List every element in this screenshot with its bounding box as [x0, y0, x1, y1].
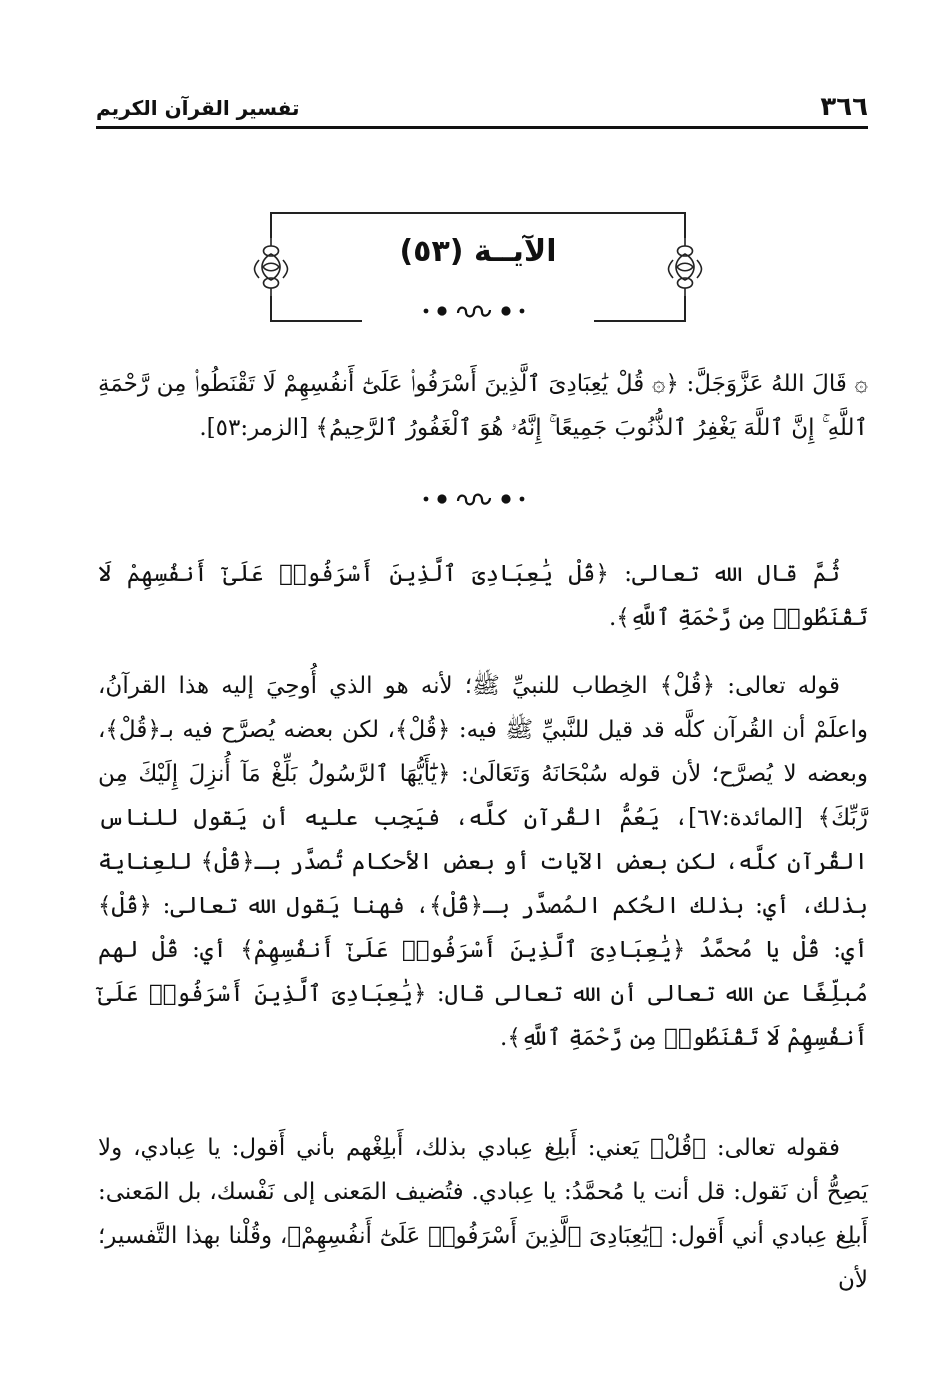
frame-bottom-left-line — [270, 320, 362, 322]
page-header — [96, 92, 868, 128]
paragraph-text: ثُمَّ قال الله تعالى: ﴿قُلْ يَٰعِبَادِىَ ٱلَّذِينَ أَسْرَفُوا۟ عَلَىٰٓ أَنفُسِهِمْ لَا تَقْنَطُوا۟ مِن رَّحْمَةِ ٱللَّهِ﴾. — [98, 561, 868, 631]
body-paragraph — [98, 552, 868, 640]
section-title: الآيــة (٥٣) — [399, 234, 557, 269]
verse-text: ۞ قَالَ اللهُ عَزَّوَجَلَّ: ﴿۞ قُلْ يَٰعِبَادِىَ ٱلَّذِينَ أَسْرَفُوا۟ عَلَىٰٓ أَنفُسِهِمْ لَا تَقْنَطُوا۟ مِن رَّحْمَةِ ٱللَّهِ ۚ إِنَّ ٱللَّهَ يَغْفِرُ ٱلذُّنُوبَ جَمِيعًا ۚ إِنَّهُۥ هُوَ ٱلْغَفُورُ ٱلرَّحِيمُ﴾ [الزمر:٥٣]. — [98, 371, 868, 441]
dots-divider-icon — [414, 488, 534, 510]
frame-left-bottom-line — [270, 296, 272, 322]
paragraph-text: قوله تعالى: ﴿قُلْ﴾ الخِطاب للنبيِّ ﷺ؛ لأنه هو الذي أُوحِيَ إليه هذا القرآنُ، واعلَمْ أن القُرآن كلَّه قد قيل للنَّبيِّ ﷺ فيه: ﴿قُلْ﴾، لكن بعضه يُصرَّح فيه بـ﴿قُلْ﴾، وبعضه لا يُصرَّح؛ لأن قوله سُبْحَانَهُ وَتَعَالَىٰ: ﴿يَٰٓأَيُّهَا ٱلرَّسُولُ بَلِّغْ مَآ أُنزِلَ إِلَيْكَ مِن رَّبِّكَ﴾ [المائدة:٦٧]، يَعُمُّ القُرآن كلَّه، فيَجِب عليه أن يَقول للناس القُرآن كلَّه، لكن بعض الآيات أو بعض الأحكام تُصدَّر بـ﴿قُلْ﴾ للعِناية بذلك، أي: بذلك الحُكم المُصدَّر بـ﴿قُلْ﴾، فهنا يَقول الله تعالى: ﴿قُلْ﴾ أي: قُلْ يا مُحمَّدُ ﴿يَٰعِبَادِىَ ٱلَّذِينَ أَسْرَفُوا۟ عَلَىٰٓ أَنفُسِهِمْ﴾ أي: قُلْ لهم مُبلِّغًا عن الله تعالى أن الله تعالى قال: ﴿يَٰعِبَادِىَ ٱلَّذِينَ أَسْرَفُوا۟ عَلَىٰٓ أَنفُسِهِمْ لَا تَقْنَطُوا۟ مِن رَّحْمَةِ ٱللَّهِ﴾. — [98, 673, 868, 1051]
frame-right-bottom-line — [684, 296, 686, 322]
verse-paragraph — [98, 362, 868, 450]
frame-top-line — [270, 212, 686, 214]
body-paragraph — [98, 664, 868, 1060]
body-paragraph — [98, 1126, 868, 1302]
header-rule — [96, 126, 868, 129]
frame-bottom-right-line — [594, 320, 686, 322]
dots-divider-icon — [414, 300, 534, 322]
paragraph-text: فقوله تعالى: ﴿قُلْ﴾ يَعني: أَبلِغ عِبادي بذلك، أَبلِغْهم بأني أَقول: يا عِبادي، ولا يَصِحُّ أن نَقول: قل أنت يا مُحمَّدُ: يا عِبادي. فتُضيف المَعنى إلى نَفْسك، بل المَعنى: أَبلِغ عِبادي أني أَقول: ﴿يَٰعِبَادِىَ ٱلَّذِينَ أَسْرَفُوا۟ عَلَىٰٓ أَنفُسِهِمْ﴾، وقُلْنا بهذا التَّفسير؛ لأن — [98, 1135, 868, 1293]
page-number: ٣٦٦ — [820, 92, 868, 122]
running-title: تفسير القرآن الكريم — [96, 96, 300, 120]
